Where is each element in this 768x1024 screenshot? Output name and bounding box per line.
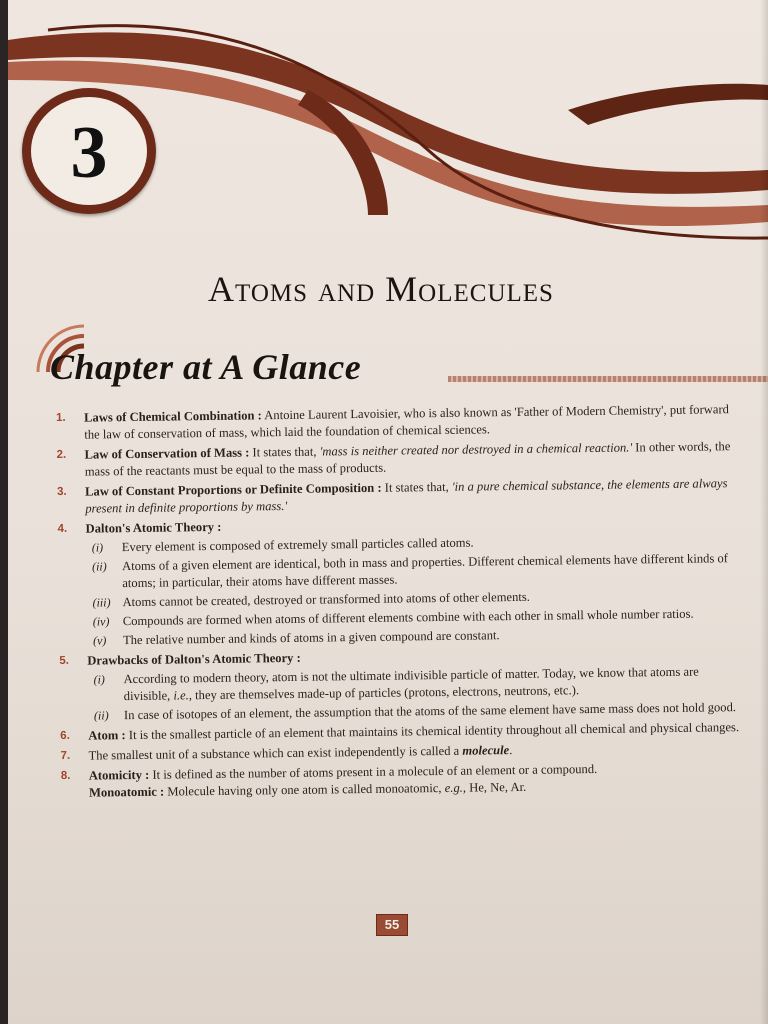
item-text: He, Ne, Ar. [465, 779, 527, 795]
sub-item-number: (iii) [92, 595, 111, 610]
item-heading: Atomicity : [88, 767, 150, 783]
item-heading: Atom : [88, 728, 126, 743]
item-heading: Laws of Chemical Combination : [84, 408, 262, 425]
item-text: It is defined as the number of atoms present in a molecule of an element or a compound. [149, 761, 598, 782]
sub-item-number: (i) [93, 672, 105, 687]
section-heading: Chapter at A Glance [50, 347, 362, 387]
item-heading: Drawbacks of Dalton's Atomic Theory : [87, 650, 301, 668]
chapter-title: Atoms and Molecules [208, 269, 554, 309]
item-text: It states that, [381, 479, 452, 495]
sub-item-text: Every element is composed of extremely small particles called atoms. [121, 535, 474, 555]
list-item [56, 401, 742, 444]
sub-item [86, 550, 744, 593]
item-text: Molecule having only one atom is called monoatomic, [164, 780, 445, 799]
sub-item-text: they are themselves made-up of particles (protons, electrons, neutrons, etc.). [191, 683, 580, 703]
item-heading: Dalton's Atomic Theory : [85, 519, 222, 536]
item-number: 5. [59, 654, 69, 667]
item-number: 7. [60, 749, 71, 762]
item-text: In other words, the mass of the reactants must be equal to the mass of products. [84, 439, 731, 479]
item-quote: 'in a pure chemical substance, the elements are always present in definite proportions by mass.' [85, 476, 728, 516]
sub-item-number: (iv) [92, 614, 110, 629]
sub-item [87, 663, 745, 706]
item-quote: 'mass is neither created nor destroyed in a chemical reaction.' [319, 440, 633, 459]
item-heading: Law of Conservation of Mass : [84, 445, 250, 462]
item-number: 6. [60, 729, 70, 742]
item-subheading: Monoatomic : [88, 784, 165, 800]
page-edge-shadow [760, 0, 768, 1024]
sub-item-text: According to modern theory, atom is not the ultimate indivisible particle of matter. Today, we know that atoms are divisible, [123, 664, 699, 704]
sub-item-abbrev: i.e., [173, 688, 193, 703]
list-item [56, 438, 742, 481]
item-text: . [509, 743, 513, 758]
item-number: 3. [56, 485, 67, 498]
item-heading: Law of Constant Proportions or Definite Composition : [84, 480, 382, 499]
section-header [28, 324, 768, 394]
sub-item-number: (v) [92, 633, 107, 648]
item-number: 1. [56, 411, 66, 424]
sub-item-number: (i) [91, 540, 104, 555]
list-item [61, 759, 747, 802]
list-item [57, 512, 745, 650]
book-page [8, 0, 768, 1024]
chapter-badge [22, 88, 156, 214]
sub-item-text: In case of isotopes of an element, the assumption that the atoms of the same element have same mass does not hold good. [123, 700, 737, 723]
sub-item-text: Compounds are formed when atoms of different elements combine with each other in small whole number ratios. [122, 606, 694, 629]
page-number: 55 [376, 914, 408, 936]
sub-item-text: Atoms of a given element are identical, both in mass and properties. Different chemical elements have different kinds of atoms; in particular, their atoms have different masses. [121, 551, 729, 591]
list-item [57, 475, 743, 518]
item-number: 8. [60, 769, 71, 782]
item-text: The smallest unit of a substance which can exist independently is called a [88, 743, 463, 763]
content-list [56, 401, 747, 805]
item-text: It is the smallest particle of an element that maintains its chemical identity throughout all chemical and physical changes. [125, 720, 740, 743]
sub-item-number: (ii) [91, 559, 107, 574]
item-emphasis: molecule [462, 743, 510, 758]
sub-item-text: The relative number and kinds of atoms in a given compound are constant. [122, 628, 500, 648]
chapter-number: 3 [70, 112, 108, 194]
item-text: It states that, [249, 444, 320, 460]
item-number: 4. [57, 522, 68, 535]
item-abbrev: e.g., [444, 780, 467, 795]
sub-item-number: (ii) [93, 708, 109, 723]
item-number: 2. [56, 448, 67, 461]
item-text: Antoine Laurent Lavoisier, who is also known as 'Father of Modern Chemistry', put forward the law of conservation of mass, which laid the foundation of chemical sciences. [84, 402, 729, 442]
sub-item-text: Atoms cannot be created, destroyed or transformed into atoms of other elements. [122, 589, 530, 610]
section-rule [448, 376, 768, 382]
list-item [59, 644, 746, 725]
